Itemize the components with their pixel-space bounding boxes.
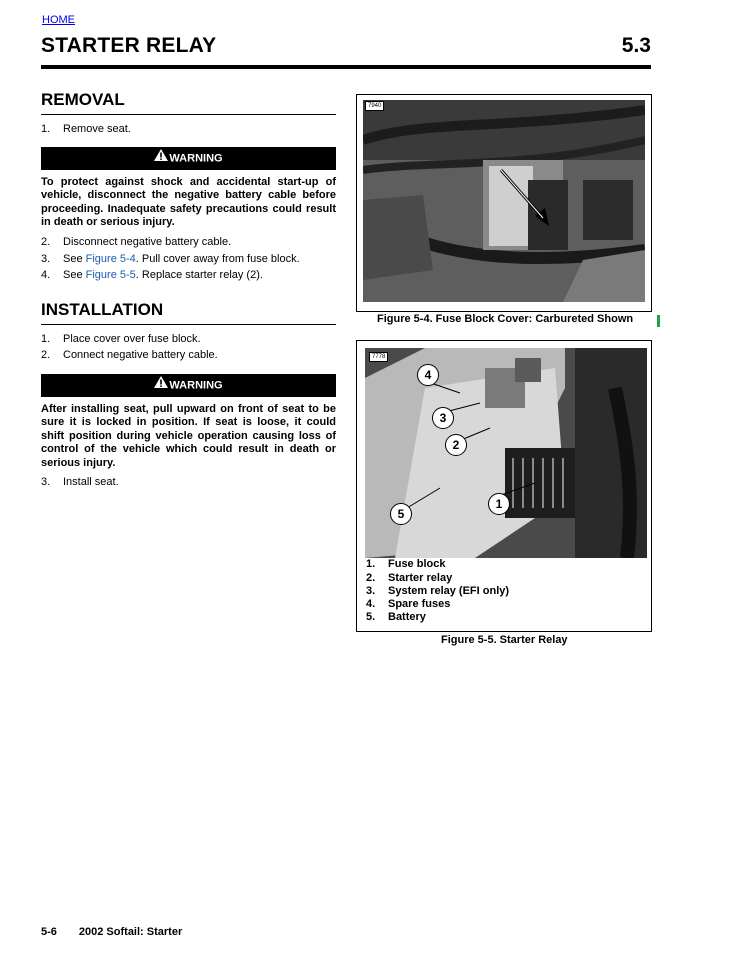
installation-heading: INSTALLATION	[41, 300, 164, 319]
removal-step-3: 3. See Figure 5-4. Pull cover away from fuse block.	[41, 253, 300, 265]
removal-step-2: 2. Disconnect negative battery cable.	[41, 236, 232, 248]
figure-5-5-caption: Figure 5-5. Starter Relay	[441, 634, 568, 646]
page-title: STARTER RELAY	[41, 34, 217, 57]
callout-5: 5	[390, 503, 412, 525]
removal-step-1: 1. Remove seat.	[41, 123, 131, 135]
legend-item: 4. Spare fuses	[366, 598, 451, 610]
photo-id-tag: 7940	[365, 101, 384, 111]
figure-5-5-link[interactable]: Figure 5-5	[85, 269, 136, 281]
legend-item: 3. System relay (EFI only)	[366, 585, 510, 597]
removal-step-4: 4. See Figure 5-5. Replace starter relay (2).	[41, 269, 263, 281]
starter-relay-photo	[365, 348, 647, 558]
figure-5-4-link[interactable]: Figure 5-4	[85, 253, 136, 265]
callout-4: 4	[417, 364, 439, 386]
page-footer	[41, 926, 182, 938]
footer-title: 2002 Softail: Starter	[78, 926, 183, 938]
installation-warning-bar: WARNING	[41, 374, 336, 397]
installation-warning-text: After installing seat, pull upward on front of seat to be sure it is locked in position. If seat is loose, it could shift position during vehicle operation causing loss of control of the vehicle which could result in death or serious injury.	[41, 403, 336, 469]
legend-item: 1. Fuse block	[366, 558, 446, 570]
title-rule	[41, 65, 651, 69]
removal-heading: REMOVAL	[41, 90, 125, 109]
change-marker	[657, 315, 660, 327]
callout-3: 3	[432, 407, 454, 429]
fuse-block-cover-photo	[363, 100, 645, 302]
removal-warning-bar: WARNING	[41, 147, 336, 170]
callout-2: 2	[445, 434, 467, 456]
installation-step-3: 3. Install seat.	[41, 476, 119, 488]
figure-5-4-frame	[356, 94, 652, 312]
installation-step-2: 2. Connect negative battery cable.	[41, 349, 218, 361]
warning-icon	[154, 374, 168, 397]
warning-icon	[154, 147, 168, 170]
removal-warning-text: To protect against shock and accidental start-up of vehicle, disconnect the negative battery cable before proceeding. Inadequate safety precautions could result in death or serious injury.	[41, 176, 336, 229]
figure-5-4-caption: Figure 5-4. Fuse Block Cover: Carbureted Shown	[377, 313, 634, 325]
home-link[interactable]: HOME	[42, 14, 75, 26]
photo-id-tag: 7778	[369, 352, 388, 362]
callout-1: 1	[488, 493, 510, 515]
installation-step-1: 1. Place cover over fuse block.	[41, 333, 201, 345]
removal-rule	[41, 114, 336, 115]
legend-item: 2. Starter relay	[366, 572, 453, 584]
section-number: 5.3	[621, 34, 651, 57]
legend-item: 5. Battery	[366, 611, 426, 623]
installation-rule	[41, 324, 336, 325]
page-number: 5-6	[41, 926, 57, 938]
